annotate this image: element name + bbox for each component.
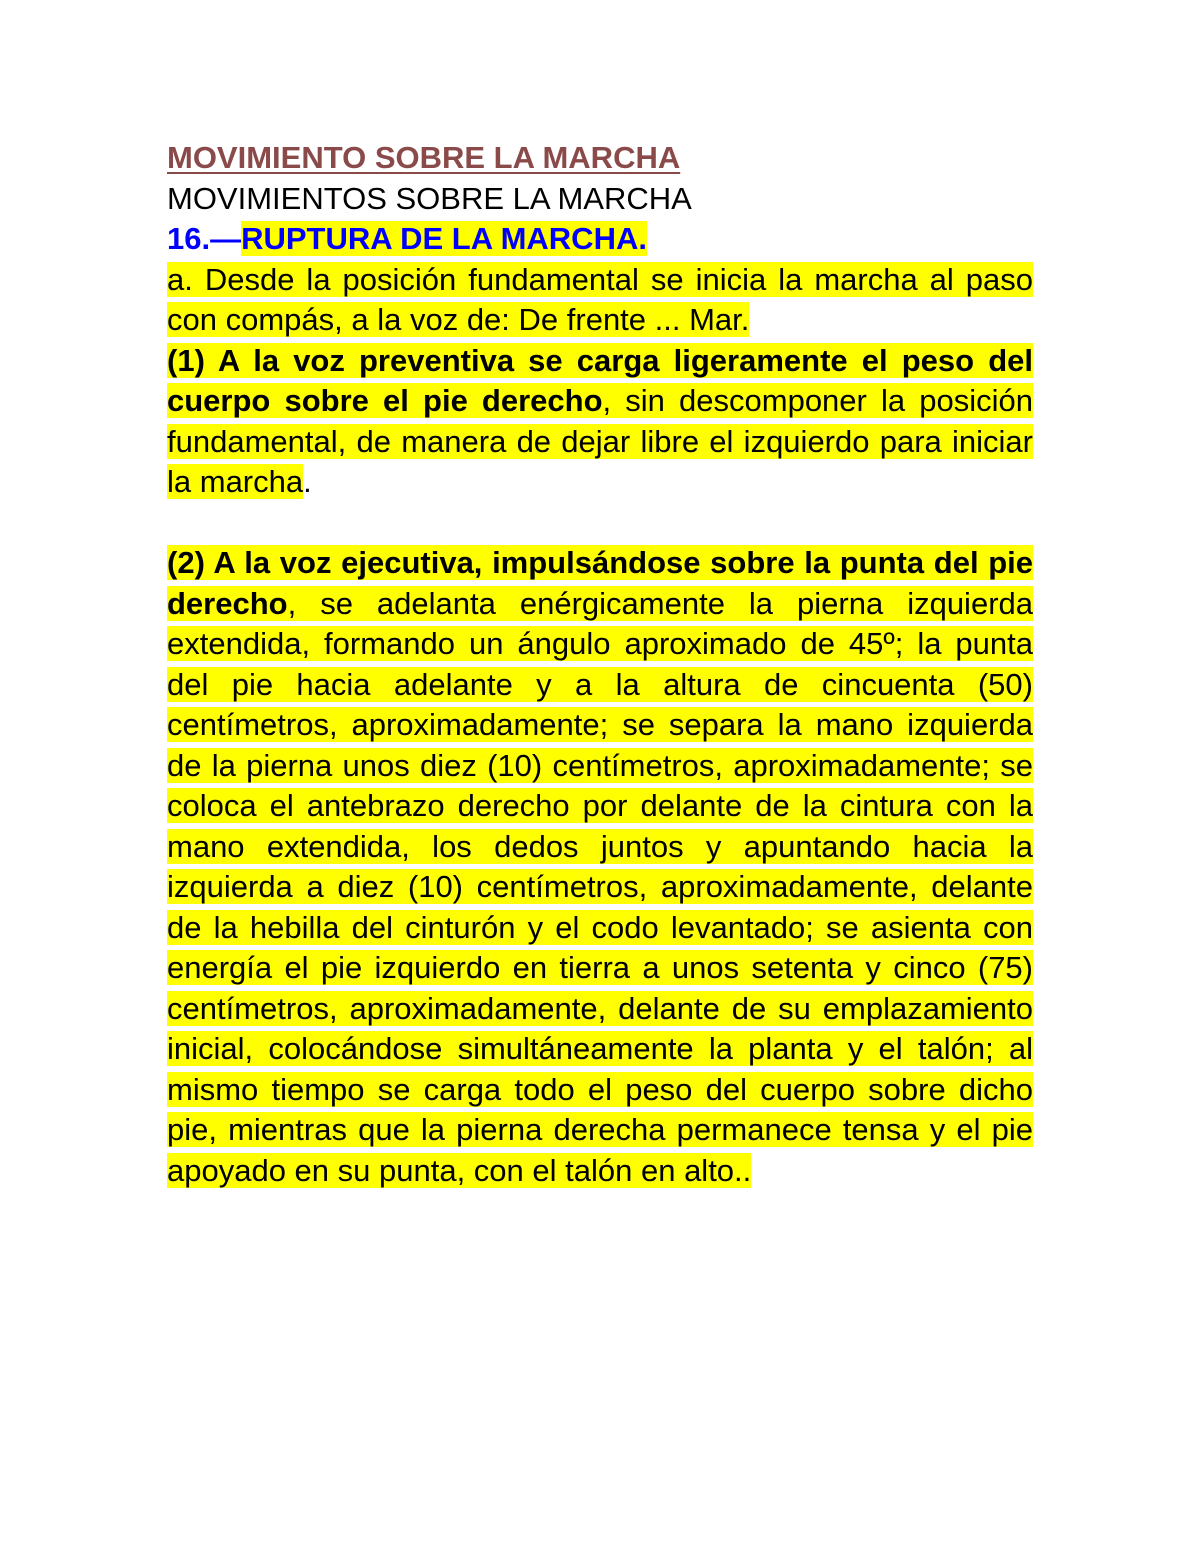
document-title: MOVIMIENTO SOBRE LA MARCHA	[167, 140, 681, 175]
section-heading	[167, 219, 1033, 260]
paragraph-a-text: a. Desde la posición fundamental se inicia la marcha al paso con compás, a la voz de: De frente ... Mar.	[167, 261, 1033, 337]
paragraph-spacer	[167, 503, 1033, 544]
paragraph-1	[167, 341, 1033, 503]
document-page	[167, 138, 1033, 1191]
document-subtitle: MOVIMIENTOS SOBRE LA MARCHA	[167, 180, 692, 216]
paragraph-2	[167, 543, 1033, 1191]
paragraph-1-rest: , sin descomponer la posición fundamental, de manera de dejar libre el izquierdo para iniciar la marcha	[167, 383, 1033, 499]
section-title: RUPTURA DE LA MARCHA.	[241, 221, 647, 256]
document-title-line	[167, 138, 1033, 179]
paragraph-a	[167, 260, 1033, 341]
paragraph-1-highlight	[167, 343, 1033, 500]
section-number: 16.—	[167, 221, 242, 256]
paragraph-1-bold: (1) A la voz preventiva se carga ligeramente el peso del cuerpo sobre el pie derecho	[167, 342, 1033, 418]
paragraph-2-highlight	[167, 545, 1033, 1188]
paragraph-2-bold: (2) A la voz ejecutiva, impulsándose sobre la punta del pie derecho	[167, 545, 1033, 621]
paragraph-1-end: .	[303, 464, 312, 499]
paragraph-2-rest: , se adelanta enérgicamente la pierna izquierda extendida, formando un ángulo aproximado de 45º; la punta del pie hacia adelante y a la altura de cincuenta (50) centímetros, aproximadamente; se separa la mano izquierda de la pierna unos diez (10) centímetros, aproximadamente; se coloca el antebrazo derecho por delante de la cintura con la mano extendida, los dedos juntos y apuntando hacia la izquierda a diez (10) centímetros, aproximadamente, delante de la hebilla del cinturón y el codo levantado; se asienta con energía el pie izquierdo en tierra a unos setenta y cinco (75) centímetros, aproximadamente, delante de su emplazamiento inicial, colocándose simultáneamente la planta y el talón; al mismo tiempo se carga todo el peso del cuerpo sobre dicho pie, mientras que la pierna derecha permanece tensa y el pie apoyado en su punta, con el talón en alto..	[167, 585, 1033, 1188]
